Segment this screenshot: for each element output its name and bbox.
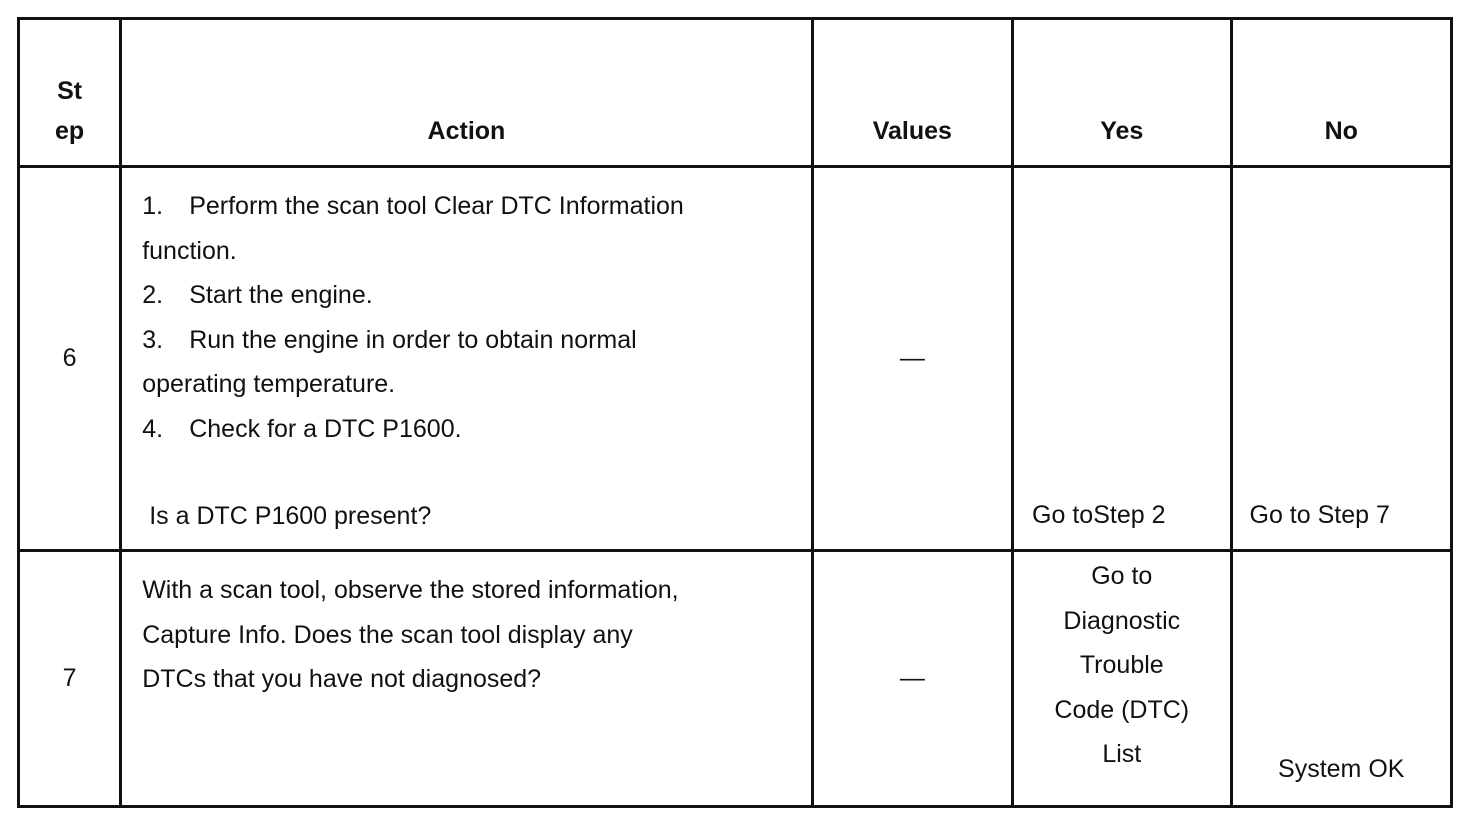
header-step-line: St [57, 77, 83, 105]
table-row-step-7 [19, 551, 1452, 807]
header-step-line: ep [55, 117, 85, 145]
diagnostic-table [17, 17, 1453, 808]
values-cell: — [812, 167, 1012, 551]
action-line: Capture Info. Does the scan tool display any [142, 620, 633, 649]
values-cell: — [812, 551, 1012, 807]
yes-line: Go to [1091, 562, 1153, 590]
yes-line: Trouble [1079, 651, 1164, 679]
header-step [19, 19, 121, 167]
no-cell: Go to Step 7 [1231, 167, 1452, 551]
action-cell [121, 551, 812, 807]
action-line: operating temperature. [142, 370, 396, 398]
action-line: With a scan tool, observe the stored information, [142, 576, 679, 604]
action-cell [121, 167, 812, 551]
header-yes: Yes [1013, 19, 1231, 167]
no-cell: System OK [1231, 551, 1452, 807]
header-action: Action [121, 19, 812, 167]
action-line: 2. Start the engine. [142, 281, 373, 309]
action-line: DTCs that you have not diagnosed? [142, 665, 542, 693]
action-line: 1. Perform the scan tool Clear DTC Information [142, 192, 684, 220]
header-no: No [1231, 19, 1452, 167]
action-question: Is a DTC P1600 present? [149, 502, 432, 530]
yes-line: Code (DTC) [1054, 695, 1190, 724]
yes-line: List [1102, 740, 1142, 768]
table-row-step-6 [19, 167, 1452, 551]
action-line: function. [142, 236, 237, 265]
action-line: 3. Run the engine in order to obtain normal [142, 325, 637, 354]
action-line: 4. Check for a DTC P1600. [142, 414, 462, 443]
header-row [19, 19, 1452, 167]
yes-line: Diagnostic [1063, 606, 1181, 635]
yes-cell: Go toStep 2 [1013, 167, 1231, 551]
header-values: Values [812, 19, 1012, 167]
step-number: 6 [19, 167, 121, 551]
yes-cell [1013, 551, 1231, 807]
step-number: 7 [19, 551, 121, 807]
